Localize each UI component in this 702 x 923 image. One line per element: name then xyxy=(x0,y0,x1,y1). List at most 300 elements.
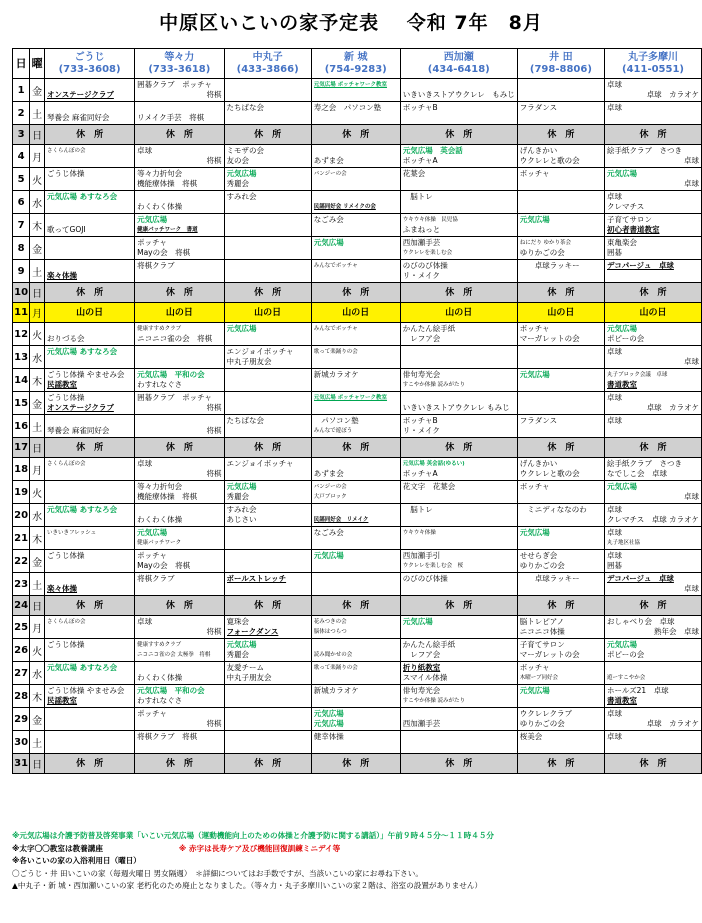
schedule-cell xyxy=(311,346,400,369)
cell-line xyxy=(314,113,398,123)
schedule-cell xyxy=(605,481,702,504)
cell-line xyxy=(403,515,515,525)
note-legend xyxy=(12,843,692,856)
schedule-cell xyxy=(605,191,702,214)
schedule-cell xyxy=(311,168,400,191)
schedule-cell xyxy=(311,527,400,550)
schedule-cell: 休 所 xyxy=(224,438,311,458)
cell-line: エンジョイボッチャ xyxy=(226,347,294,356)
center-name: 丸子多摩川 xyxy=(628,51,678,63)
header-center xyxy=(224,49,311,79)
schedule-cell xyxy=(311,685,400,708)
cell-line: 丸子地区社協 xyxy=(607,540,641,546)
day-row xyxy=(13,550,702,573)
schedule-cell xyxy=(224,616,311,639)
cell-line: リ・メイク xyxy=(402,271,440,280)
center-tel: (411-0551) xyxy=(622,63,684,75)
page-title: 中原区いこいの家予定表 令和 7年 8月 xyxy=(159,12,543,34)
center-tel: (798-8806) xyxy=(529,63,592,75)
schedule-cell xyxy=(605,145,702,168)
day-of-week: 月 xyxy=(30,145,45,168)
cell-line: 健康すすめクラブ xyxy=(137,326,182,332)
cell-line: 折り紙教室 xyxy=(402,663,441,672)
schedule-cell xyxy=(135,237,224,260)
cell-line xyxy=(227,528,309,538)
schedule-cell xyxy=(224,527,311,550)
center-name: 西加瀬 xyxy=(443,51,474,63)
cell-line: 卓球 xyxy=(607,80,622,89)
cell-line xyxy=(520,492,602,502)
cell-line: ウキウキ体操 民児協 xyxy=(402,217,458,223)
cell-line xyxy=(227,261,309,271)
schedule-cell xyxy=(45,550,135,573)
cell-line: 健康パッチワーク 書道 xyxy=(137,227,198,233)
cell-line xyxy=(227,113,309,123)
cell-line: オンステージクラブ xyxy=(47,90,114,99)
center-tel: (754-9283) xyxy=(324,63,387,75)
schedule-cell xyxy=(224,685,311,708)
cell-line: レフア会 xyxy=(402,650,441,659)
cell-line xyxy=(314,561,398,571)
cell-line: 熟年会 卓球 xyxy=(654,627,699,636)
cell-line xyxy=(137,505,221,515)
day-number: 4 xyxy=(13,145,30,168)
schedule-cell xyxy=(605,504,702,527)
cell-line xyxy=(520,403,602,413)
cell-line: 脳体はつらつ xyxy=(313,629,347,635)
day-row xyxy=(13,662,702,685)
day-number: 28 xyxy=(13,685,30,708)
cell-line xyxy=(520,80,602,90)
schedule-cell xyxy=(605,616,702,639)
schedule-cell xyxy=(605,79,702,102)
schedule-cell xyxy=(311,616,400,639)
schedule-cell xyxy=(224,346,311,369)
schedule-cell xyxy=(605,237,702,260)
cell-line xyxy=(607,113,699,123)
day-of-week: 月 xyxy=(30,616,45,639)
schedule-cell xyxy=(400,616,517,639)
cell-line xyxy=(227,202,309,212)
cell-line: 俳句寿光会 xyxy=(402,686,441,695)
day-number: 16 xyxy=(13,415,30,438)
day-row xyxy=(13,527,702,550)
cell-line xyxy=(520,742,602,752)
cell-line xyxy=(403,492,515,502)
day-row xyxy=(13,214,702,237)
cell-line: 東亀楽会 xyxy=(607,238,637,247)
cell-line: わくわく体操 xyxy=(137,515,183,524)
cell-line xyxy=(137,271,221,281)
schedule-cell xyxy=(400,346,517,369)
cell-line xyxy=(314,271,398,281)
cell-line: ごうじ体操 xyxy=(47,551,85,560)
cell-line: 木曜ーブ同好会 xyxy=(519,675,559,681)
schedule-cell xyxy=(135,346,224,369)
cell-line: 等々力折句会 xyxy=(137,482,183,491)
schedule-cell: 休 所 xyxy=(224,596,311,616)
day-of-week: 日 xyxy=(30,438,45,458)
cell-line: 元気広場 xyxy=(226,640,257,649)
day-row xyxy=(13,415,702,438)
cell-line xyxy=(227,80,309,90)
cell-line: ウクレレを楽しむ会 xyxy=(402,250,453,256)
schedule-cell xyxy=(517,731,604,754)
center-name: ごうじ xyxy=(74,51,105,63)
schedule-cell xyxy=(311,504,400,527)
cell-line: 卓球 xyxy=(607,732,622,741)
cell-line: たちばな会 xyxy=(226,416,265,425)
cell-line xyxy=(227,551,309,561)
schedule-cell: 休 所 xyxy=(45,125,135,145)
cell-line: ごうじ体操 やませみ会 xyxy=(47,370,125,379)
cell-line: 元気広場 xyxy=(137,215,168,224)
schedule-cell xyxy=(400,639,517,662)
cell-line xyxy=(520,696,602,706)
day-row xyxy=(13,438,702,458)
cell-line xyxy=(47,238,132,248)
schedule-cell xyxy=(311,731,400,754)
day-of-week: 木 xyxy=(30,214,45,237)
cell-line: 元気広場 ボッチャワーク教室 xyxy=(313,82,388,88)
schedule-cell xyxy=(311,415,400,438)
schedule-cell xyxy=(135,458,224,481)
schedule-cell xyxy=(45,260,135,283)
cell-line xyxy=(47,215,132,225)
schedule-cell xyxy=(517,346,604,369)
schedule-cell xyxy=(135,392,224,415)
schedule-cell: 休 所 xyxy=(45,754,135,774)
cell-line xyxy=(47,261,132,271)
schedule-cell: 山の日 xyxy=(605,303,702,323)
cell-line: ゆりかごの会 xyxy=(519,719,565,728)
cell-line: 元気広場 xyxy=(402,617,433,626)
cell-line: ニコニコ雀の会 将棋 xyxy=(137,334,213,343)
cell-line xyxy=(47,709,132,719)
cell-line xyxy=(314,192,398,202)
schedule-cell: 休 所 xyxy=(517,125,604,145)
schedule-cell xyxy=(45,639,135,662)
cell-line xyxy=(314,146,398,156)
schedule-cell xyxy=(517,415,604,438)
schedule-cell xyxy=(45,191,135,214)
day-number: 14 xyxy=(13,369,30,392)
cell-line: 丸子ブロック会議 卓球 xyxy=(607,372,668,378)
cell-line xyxy=(520,515,602,525)
cell-line: すみれ会 xyxy=(226,505,257,514)
cell-line: 元気広場 英会話 xyxy=(402,146,463,155)
cell-line: 卓球 xyxy=(137,459,153,468)
schedule-cell: 休 所 xyxy=(605,283,702,303)
day-number: 8 xyxy=(13,237,30,260)
day-row xyxy=(13,283,702,303)
cell-line xyxy=(47,574,132,584)
schedule-cell xyxy=(517,79,604,102)
schedule-cell: 休 所 xyxy=(400,596,517,616)
day-of-week: 木 xyxy=(30,369,45,392)
schedule-cell xyxy=(45,323,135,346)
cell-line: エンジョイボッチャ xyxy=(226,459,294,468)
cell-line: ボッチャ xyxy=(519,482,550,491)
cell-line xyxy=(314,248,398,258)
day-of-week: 金 xyxy=(30,550,45,573)
day-row xyxy=(13,260,702,283)
cell-line: 卓球 xyxy=(607,528,622,537)
cell-line: 健康パッチワーク xyxy=(137,540,182,546)
cell-line: わすれなぐさ xyxy=(137,380,183,389)
schedule-cell xyxy=(400,662,517,685)
cell-line xyxy=(137,416,221,426)
cell-line: マーガレットの会 xyxy=(519,650,580,659)
cell-line: げんきかい xyxy=(519,146,558,155)
cell-line: 歌ってGOJI xyxy=(47,225,86,234)
cell-line: 書道教室 xyxy=(607,696,637,705)
schedule-cell xyxy=(224,458,311,481)
cell-line xyxy=(403,113,515,123)
cell-line: 琴養会 麻雀同好会 xyxy=(47,113,110,122)
cell-line xyxy=(137,347,221,357)
schedule-cell xyxy=(45,168,135,191)
schedule-cell xyxy=(224,639,311,662)
schedule-cell: 休 所 xyxy=(605,754,702,774)
note-bath-title: ※各いこいの家の入浴利用日（曜日） xyxy=(12,856,141,865)
cell-line: フラダンス xyxy=(519,416,558,425)
cell-line xyxy=(314,334,398,344)
day-of-week: 月 xyxy=(30,458,45,481)
cell-line: 元気広場 xyxy=(313,719,344,728)
cell-line xyxy=(403,627,515,637)
cell-line: ポピーの会 xyxy=(607,334,645,343)
cell-line xyxy=(47,650,132,660)
cell-line: のびのび体操 xyxy=(402,574,448,583)
day-of-week: 土 xyxy=(30,573,45,596)
cell-line xyxy=(47,673,132,683)
cell-line: ボールストレッチ xyxy=(226,574,287,583)
day-number: 3 xyxy=(13,125,30,145)
day-of-week: 水 xyxy=(30,191,45,214)
cell-line xyxy=(314,380,398,390)
schedule-cell xyxy=(311,639,400,662)
day-row xyxy=(13,616,702,639)
day-row xyxy=(13,731,702,754)
cell-line xyxy=(314,574,398,584)
cell-line xyxy=(227,686,309,696)
cell-line: おりづる会 xyxy=(47,334,85,343)
cell-line xyxy=(314,538,398,548)
schedule-cell xyxy=(517,458,604,481)
cell-line: わくわく体操 xyxy=(137,202,183,211)
cell-line xyxy=(47,492,132,502)
schedule-cell xyxy=(224,260,311,283)
schedule-cell xyxy=(400,481,517,504)
cell-line xyxy=(520,584,602,594)
cell-line xyxy=(227,561,309,571)
schedule-cell xyxy=(45,237,135,260)
schedule-cell xyxy=(605,346,702,369)
schedule-cell xyxy=(135,550,224,573)
cell-line: かんたん絵手紙 xyxy=(402,640,456,649)
cell-line: 卓球ラッキー xyxy=(519,261,580,270)
day-of-week: 金 xyxy=(30,392,45,415)
day-row xyxy=(13,237,702,260)
schedule-cell: 山の日 xyxy=(400,303,517,323)
cell-line xyxy=(47,482,132,492)
cell-line: ホールズ21 卓球 xyxy=(607,686,669,695)
cell-line: 寛珠会 xyxy=(226,617,250,626)
cell-line: ニコニコ体操 xyxy=(519,627,565,636)
schedule-cell xyxy=(605,102,702,125)
cell-line xyxy=(47,561,132,571)
cell-line xyxy=(227,238,309,248)
schedule-cell: 休 所 xyxy=(135,754,224,774)
cell-line: 元気広場 xyxy=(519,686,550,695)
cell-line xyxy=(403,538,515,548)
cell-line: 元気広場 xyxy=(313,709,344,718)
schedule-cell xyxy=(45,662,135,685)
cell-line: わくわく体操 xyxy=(137,673,183,682)
cell-line: 花みつきの会 xyxy=(313,619,347,625)
schedule-cell xyxy=(224,168,311,191)
schedule-cell xyxy=(517,550,604,573)
day-number: 27 xyxy=(13,662,30,685)
schedule-cell xyxy=(400,168,517,191)
schedule-cell xyxy=(135,504,224,527)
cell-line: 元気広場 ボッチャワーク教室 xyxy=(313,395,388,401)
schedule-cell xyxy=(311,481,400,504)
day-row xyxy=(13,191,702,214)
header-center xyxy=(605,49,702,79)
cell-line: パソコン塾 xyxy=(313,416,359,425)
day-of-week: 水 xyxy=(30,504,45,527)
day-of-week: 日 xyxy=(30,754,45,774)
cell-line: 卓球 カラオケ xyxy=(646,403,699,412)
schedule-cell xyxy=(517,639,604,662)
cell-line: 友愛チーム xyxy=(226,663,265,672)
cell-line xyxy=(227,426,309,436)
cell-line: 秀麗会 xyxy=(226,179,250,188)
cell-line: 将棋 xyxy=(206,403,222,412)
schedule-cell xyxy=(311,662,400,685)
cell-line: あずま会 xyxy=(313,156,344,165)
day-number: 13 xyxy=(13,346,30,369)
schedule-cell xyxy=(517,102,604,125)
schedule-cell xyxy=(400,191,517,214)
cell-line: 書道教室 xyxy=(607,380,637,389)
day-of-week: 火 xyxy=(30,639,45,662)
schedule-cell: 休 所 xyxy=(135,125,224,145)
cell-line xyxy=(47,538,132,548)
cell-line: ニコニコ雀の会 太極拳 将棋 xyxy=(137,652,211,658)
cell-line: 読み聞かせの会 xyxy=(313,652,353,658)
cell-line xyxy=(403,584,515,594)
schedule-cell xyxy=(224,214,311,237)
center-name: 井 田 xyxy=(549,51,573,63)
schedule-cell xyxy=(605,214,702,237)
day-number: 20 xyxy=(13,504,30,527)
day-row xyxy=(13,369,702,392)
schedule-cell xyxy=(224,550,311,573)
cell-line: 元気広場 xyxy=(519,370,550,379)
cell-line: 等々力折句会 xyxy=(137,169,183,178)
cell-line: 西加瀬手芸 xyxy=(402,238,441,247)
schedule-cell xyxy=(400,214,517,237)
header-day: 日 xyxy=(13,49,30,79)
cell-line: 大戸ブロック xyxy=(313,494,347,500)
cell-line xyxy=(403,393,515,403)
cell-line: 元気広場 xyxy=(607,482,637,491)
schedule-cell xyxy=(400,79,517,102)
cell-line: 将棋 xyxy=(206,627,222,636)
cell-line xyxy=(403,742,515,752)
cell-line: ポッチャ xyxy=(137,551,167,560)
cell-line xyxy=(227,225,309,235)
cell-line: 卓球 xyxy=(684,492,699,501)
day-row xyxy=(13,323,702,346)
cell-line: 民謡教室 xyxy=(47,696,78,705)
cell-line: 元気広場 xyxy=(313,238,344,247)
cell-line: 桜美会 xyxy=(519,732,543,741)
cell-line: 秀麗会 xyxy=(226,650,250,659)
cell-line xyxy=(47,103,132,113)
schedule-cell: 休 所 xyxy=(400,283,517,303)
cell-line: さくらんぼの会 xyxy=(47,461,86,467)
day-number: 12 xyxy=(13,323,30,346)
day-number: 24 xyxy=(13,596,30,616)
footnotes xyxy=(12,830,692,893)
schedule-cell: 休 所 xyxy=(311,125,400,145)
schedule-cell xyxy=(224,708,311,731)
cell-line: かんたん絵手紙 xyxy=(402,324,456,333)
schedule-cell xyxy=(224,392,311,415)
header-center xyxy=(45,49,135,79)
schedule-cell xyxy=(400,550,517,573)
day-of-week: 土 xyxy=(30,102,45,125)
day-of-week: 火 xyxy=(30,168,45,191)
cell-line: クレマチス 卓球 カラオケ xyxy=(607,515,699,524)
cell-line: 秀麗会 xyxy=(226,492,250,501)
cell-line: 健幸体操 xyxy=(313,732,344,741)
schedule-cell xyxy=(605,731,702,754)
cell-line: 絵手紙クラブ さつき xyxy=(607,459,682,468)
cell-line: オンステージクラブ xyxy=(47,403,114,412)
schedule-cell xyxy=(517,662,604,685)
cell-line: 元気広場 あすなろ会 xyxy=(47,505,118,514)
schedule-cell xyxy=(135,708,224,731)
schedule-cell xyxy=(605,260,702,283)
cell-line: 民謡教室 xyxy=(47,380,78,389)
schedule-cell xyxy=(605,527,702,550)
header-center xyxy=(311,49,400,79)
schedule-cell xyxy=(400,458,517,481)
cell-line: ボッチャ xyxy=(519,169,550,178)
schedule-cell: 休 所 xyxy=(224,754,311,774)
cell-line xyxy=(227,248,309,258)
schedule-cell xyxy=(135,145,224,168)
schedule-cell xyxy=(517,527,604,550)
cell-line: リメイク手芸 将棋 xyxy=(137,113,205,122)
schedule-cell: 休 所 xyxy=(517,596,604,616)
cell-line xyxy=(314,357,398,367)
cell-line xyxy=(47,179,132,189)
cell-line: 新城カラオケ xyxy=(313,370,359,379)
schedule-cell: 休 所 xyxy=(311,596,400,616)
cell-line xyxy=(314,90,398,100)
schedule-cell xyxy=(135,481,224,504)
schedule-cell: 休 所 xyxy=(400,754,517,774)
cell-line: ごうじ体操 xyxy=(47,169,85,178)
schedule-cell: 休 所 xyxy=(311,283,400,303)
day-of-week: 土 xyxy=(30,415,45,438)
